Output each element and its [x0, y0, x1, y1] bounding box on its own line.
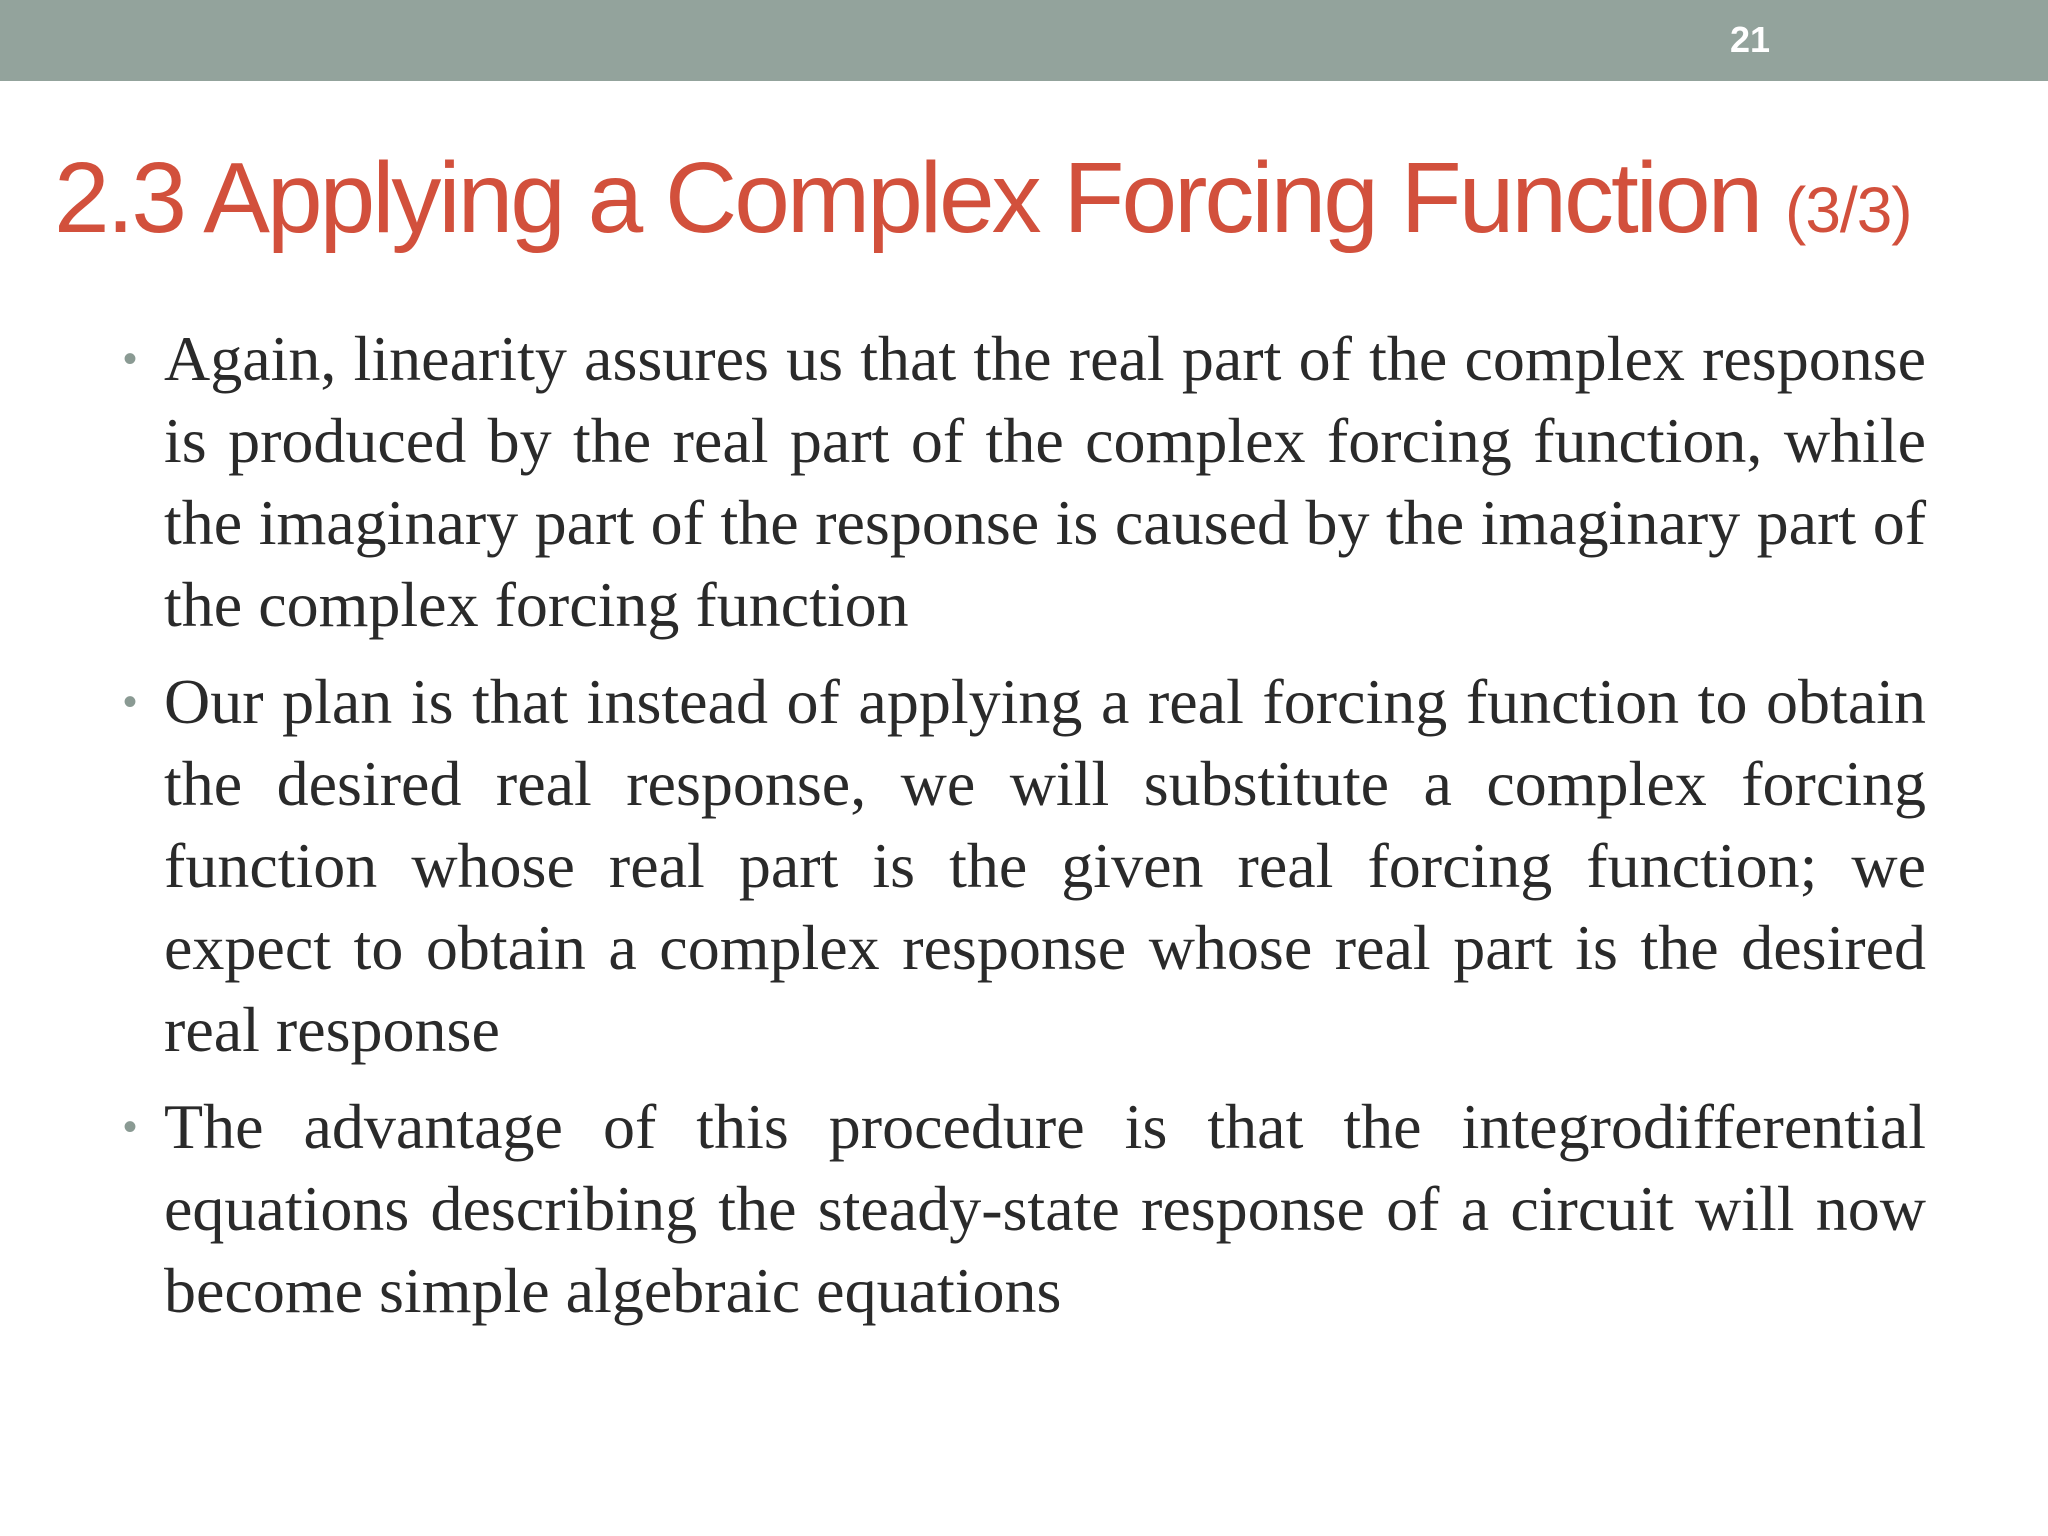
slide-title-part-indicator: (3/3) — [1785, 174, 1912, 246]
bullet-item — [0, 661, 2048, 1071]
bullet-text: Our plan is that instead of applying a real forcing function to obtain the desired real response, we will substitute a complex forcing function whose real part is the given real forcing function; we expect to obtain a complex response whose real part is the desired real response — [164, 666, 1926, 1065]
bullet-item — [0, 318, 2048, 646]
slide-title-main: 2.3 Applying a Complex Forcing Function — [54, 142, 1761, 254]
bullet-text: Again, linearity assures us that the real part of the complex response is produced by the real part of the complex forcing function, while the imaginary part of the response is caused by the imaginary part of the complex forcing function — [164, 323, 1926, 640]
slide-number: 21 — [1729, 19, 1771, 60]
bullet-text: The advantage of this procedure is that the integrodifferential equations describing the steady-state response of a circuit will now become simple algebraic equations — [164, 1091, 1926, 1326]
bullet-marker-icon: • — [123, 680, 138, 724]
bullet-list — [0, 318, 2048, 1347]
top-bar — [0, 0, 2048, 81]
bullet-marker-icon: • — [123, 337, 138, 381]
bullet-item — [0, 1086, 2048, 1332]
bullet-marker-icon: • — [123, 1105, 138, 1149]
slide-title — [54, 138, 2014, 270]
